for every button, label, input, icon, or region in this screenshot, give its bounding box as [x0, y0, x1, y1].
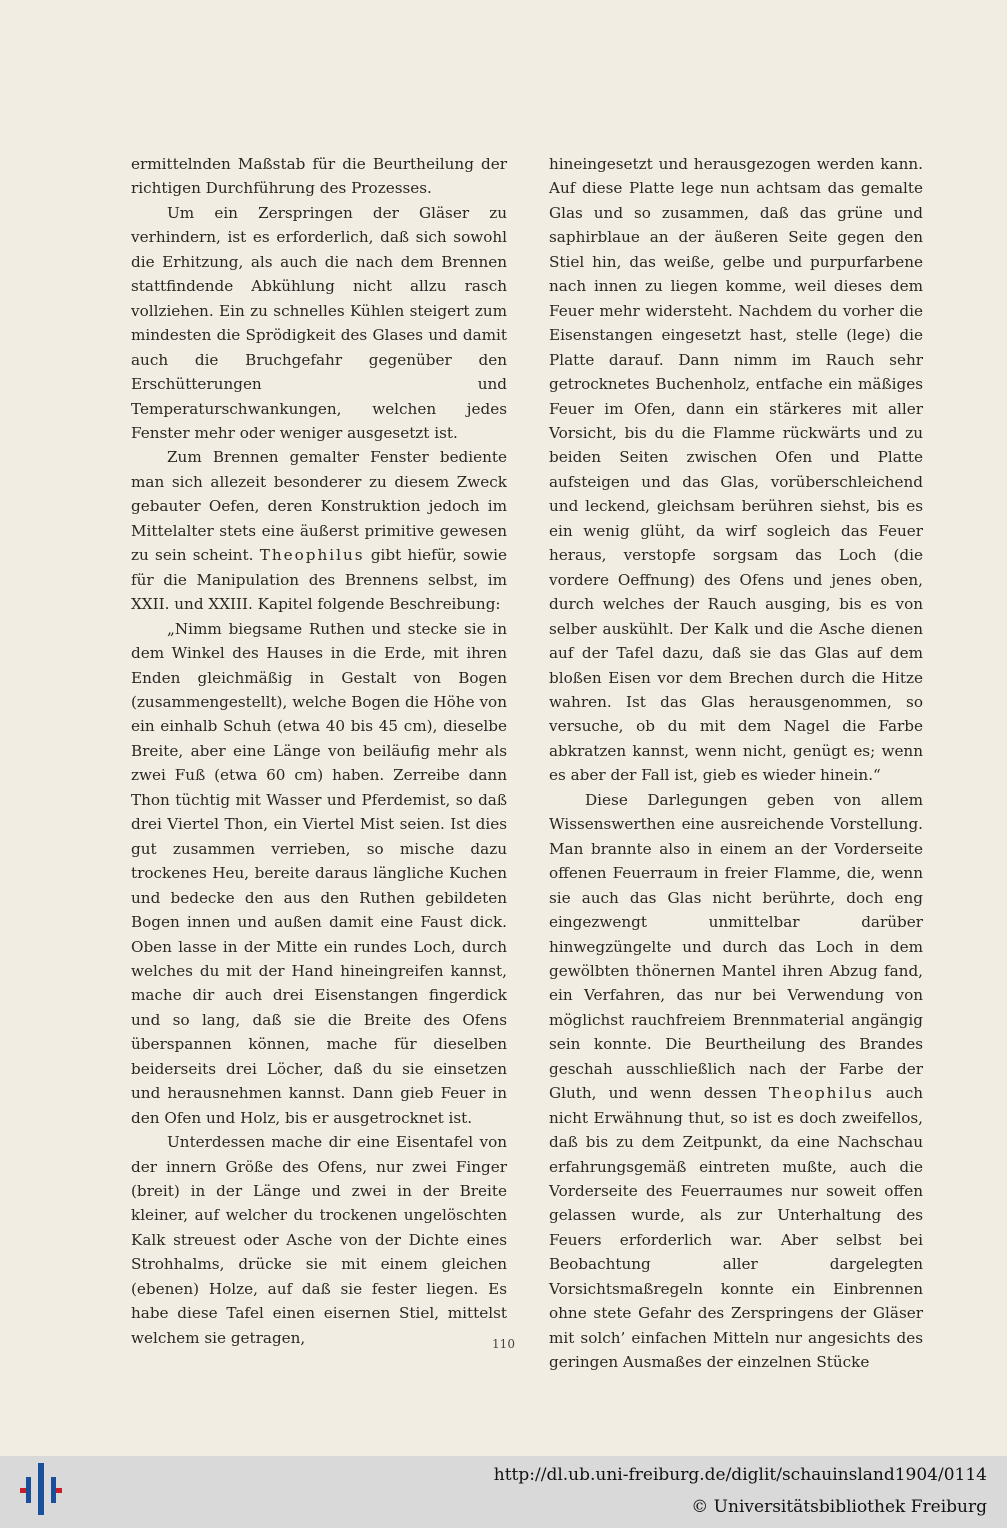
paragraph-text: Zum Brennen gemalter Fenster bediente man sich allezeit besonderer zu diesem Zweck gebauter Oefen, deren Konstruktion jedoch im Mittelalter stets eine äußerst primitive gewesen zu sein scheint. — [131, 448, 507, 565]
paragraph: Unterdessen mache dir eine Eisentafel von der innern Größe des Ofens, nur zwei Finger (breit) in der Länge und zwei in der Breite kleiner, auf welcher du trockenen ungelöschten Kalk streuest oder Asche von der Dichte eines Strohhalms, drücke sie mit einem gleichen (ebenen) Holze, auf daß sie fester liegen. Es habe diese Tafel einen eisernen Stiel, mittelst welchem sie getragen, — [131, 1133, 507, 1347]
paragraph: Um ein Zerspringen der Gläser zu verhindern, ist es erforderlich, daß sich sowohl die Erhitzung, als auch die nach dem Brennen stattfindende Abkühlung nicht allzu rasch vollziehen. Ein zu schnelles Kühlen steigert zum mindesten die Sprödigkeit des Glases und damit auch die Bruchgefahr gegenüber den Erschütterungen und Temperaturschwankungen, welchen jedes Fenster mehr oder weniger ausgesetzt ist. — [131, 203, 507, 442]
library-logo-icon — [20, 1463, 66, 1515]
paragraph — [549, 788, 923, 1375]
paragraph: hineingesetzt und herausgezogen werden kann. Auf diese Platte lege nun achtsam das gemalte Glas und so zusammen, daß das grüne und saphirblaue an der äußeren Seite gegen den Stiel hin, das weiße, gelbe und purpurfarbene nach innen zu liegen komme, weil dieses dem Feuer mehr widersteht. Nachdem du vorher die Eisenstangen eingesetzt hast, stelle (lege) die Platte darauf. Dann nimm im Rauch sehr getrocknetes Buchenholz, entfache ein mäßiges Feuer im Ofen, dann ein stärkeres mit aller Vorsicht, bis du die Flamme rückwärts und zu beiden Seiten zwischen Ofen und Platte aufsteigen und das Glas, vorüberschleichend und leckend, gleichsam berühren siehst, bis es ein wenig glüht, da wirf sogleich das Feuer heraus, verstopfe sorgsam das Loch (die vordere Oeffnung) des Ofens und jenes oben, durch welches der Rauch ausging, bis es von selber auskühlt. Der Kalk und die Asche dienen auf der Tafel dazu, daß sie das Glas auf dem bloßen Eisen vor dem Brechen durch die Hitze wahren. Ist das Glas herausgenommen, so versuche, ob du mit dem Nagel die Farbe abkratzen kannst, wenn nicht, genügt es; wenn es aber der Fall ist, gieb es wieder hinein.“ — [549, 155, 923, 785]
paragraph-text: auch nicht Erwähnung thut, so ist es doch zweifellos, daß bis zu dem Zeitpunkt, da eine Nachschau erfahrungsgemäß eintreten mußte, auch die Vorderseite des Feuerraumes nur soweit offen gelassen wurde, als zur Unterhaltung des Feuers erforderlich war. Aber selbst bei Beobachtung aller dargelegten Vorsichtsmaßregeln konnte ein Einbrennen ohne stete Gefahr des Zerspringens der Gläser mit solch’ einfachen Mitteln nur angesichts des geringen Ausmaßes der einzelnen Stücke — [549, 1084, 924, 1372]
paragraph-text: gibt hiefür, sowie für die Manipulation des Brennens selbst, im XXII. und XXIII. Kapitel folgende Beschreibung: — [131, 546, 508, 614]
logo-bar — [38, 1463, 44, 1515]
paragraph: ermittelnden Maßstab für die Beurtheilung der richtigen Durchführung des Prozesses. — [131, 155, 507, 198]
logo-accent — [56, 1488, 62, 1493]
paragraph-text: Diese Darlegungen geben von allem Wissenswerthen eine ausreichende Vorstellung. Man brannte also in einem an der Vorderseite offenen Feuerraum in freier Flamme, die, wenn sie auch das Glas nicht berührte, doch eng eingezwengt unmittelbar darüber hinwegzüngelte und durch das Loch in dem gewölbten thönernen Mantel ihren Abzug fand, ein Verfahren, das nur bei Verwendung von möglichst rauchfreiem Brennmaterial angängig sein konnte. Die Beurtheilung des Brandes geschah ausschließlich nach der Farbe der Gluth, und wenn dessen — [549, 790, 923, 1103]
paragraph — [131, 445, 507, 616]
author-name: Theophilus — [259, 546, 365, 565]
paragraph: „Nimm biegsame Ruthen und stecke sie in dem Winkel des Hauses in die Erde, mit ihren Enden gleichmäßig in Gestalt von Bogen (zusammengestellt), welche Bogen die Höhe von ein einhalb Schuh (etwa 40 bis 45 cm), dieselbe Breite, aber eine Länge von beiläufig mehr als zwei Fuß (etwa 60 cm) haben. Zerreibe dann Thon tüchtig mit Wasser und Pferdemist, so daß drei Viertel Thon, ein Viertel Mist seien. Ist dies gut zusammen verrieben, so mische dazu trockenes Heu, bereite daraus längliche Kuchen und bedecke den aus den Ruthen gebildeten Bogen innen und außen damit eine Faust dick. Oben lasse in der Mitte ein rundes Loch, durch welches du mit der Hand hineingreifen kannst, mache dir auch drei Eisenstangen fingerdick und so lang, daß sie die Breite des Ofens überspannen können, mache für dieselben beiderseits drei Löcher, daß du sie einsetzen und herausnehmen kannst. Dann gieb Feuer in den Ofen und Holz, bis er ausgetrocknet ist. — [131, 619, 507, 1127]
logo-accent — [20, 1488, 26, 1493]
logo-bar — [26, 1477, 31, 1503]
page-number: 110 — [492, 1337, 515, 1351]
left-column — [131, 152, 507, 1350]
copyright-notice: © Universitätsbibliothek Freiburg — [691, 1497, 987, 1517]
right-column — [549, 152, 923, 1375]
logo-bar — [51, 1477, 56, 1503]
author-name: Theophilus — [768, 1084, 874, 1103]
permalink-url[interactable]: http://dl.ub.uni-freiburg.de/diglit/schauinsland1904/0114 — [493, 1465, 987, 1485]
